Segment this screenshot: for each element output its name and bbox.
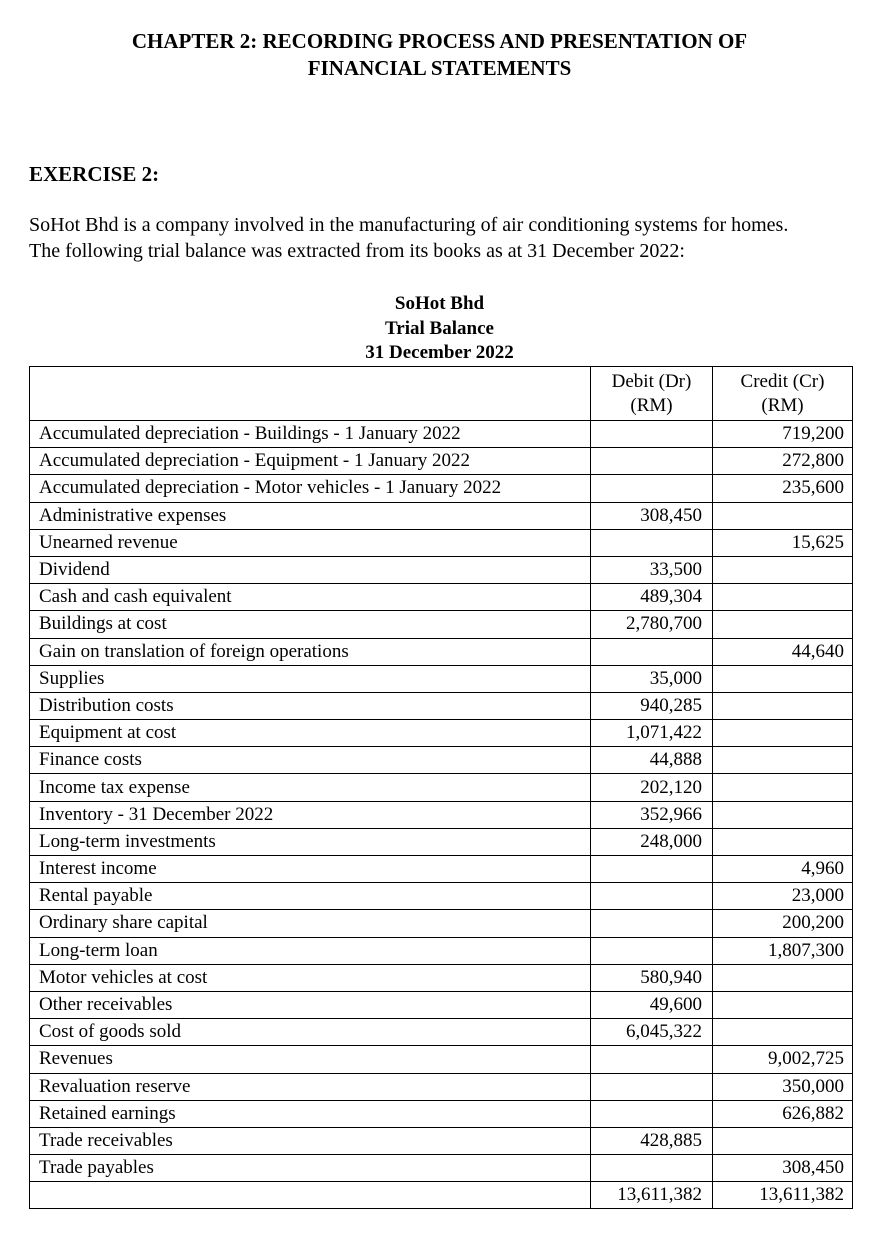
account-name-cell: Inventory - 31 December 2022 xyxy=(30,801,591,828)
table-row xyxy=(30,801,853,828)
credit-amount-cell xyxy=(713,1019,853,1046)
account-name-cell: Accumulated depreciation - Equipment - 1 January 2022 xyxy=(30,448,591,475)
table-row xyxy=(30,883,853,910)
account-name-cell: Gain on translation of foreign operations xyxy=(30,638,591,665)
header-credit-cell xyxy=(713,367,853,421)
account-name-cell: Buildings at cost xyxy=(30,611,591,638)
credit-amount-cell: 350,000 xyxy=(713,1073,853,1100)
credit-amount-cell: 235,600 xyxy=(713,475,853,502)
chapter-title-line-1: CHAPTER 2: RECORDING PROCESS AND PRESENTATION OF xyxy=(131,29,748,53)
credit-amount-cell: 44,640 xyxy=(713,638,853,665)
debit-amount-cell: 352,966 xyxy=(591,801,713,828)
account-name-cell: Cash and cash equivalent xyxy=(30,584,591,611)
table-row xyxy=(30,964,853,991)
debit-amount-cell: 248,000 xyxy=(591,828,713,855)
debit-amount-cell xyxy=(591,1046,713,1073)
debit-amount-cell xyxy=(591,883,713,910)
totals-label-cell xyxy=(30,1182,591,1209)
debit-amount-cell: 33,500 xyxy=(591,556,713,583)
account-name-cell: Administrative expenses xyxy=(30,502,591,529)
debit-amount-cell: 49,600 xyxy=(591,991,713,1018)
debit-column-label: Debit (Dr) xyxy=(611,370,692,392)
credit-amount-cell xyxy=(713,584,853,611)
intro-line-1: SoHot Bhd is a company involved in the manufacturing of air conditioning systems for homes. xyxy=(29,214,789,236)
intro-line-2: The following trial balance was extracted from its books as at 31 December 2022: xyxy=(29,240,685,262)
credit-amount-cell xyxy=(713,1127,853,1154)
debit-amount-cell: 202,120 xyxy=(591,774,713,801)
table-row xyxy=(30,774,853,801)
debit-amount-cell: 2,780,700 xyxy=(591,611,713,638)
account-name-cell: Equipment at cost xyxy=(30,720,591,747)
chapter-title xyxy=(0,28,879,82)
table-row xyxy=(30,1155,853,1182)
header-debit-cell xyxy=(591,367,713,421)
account-name-cell: Interest income xyxy=(30,856,591,883)
credit-amount-cell: 23,000 xyxy=(713,883,853,910)
credit-amount-cell: 272,800 xyxy=(713,448,853,475)
debit-amount-cell: 35,000 xyxy=(591,665,713,692)
table-row xyxy=(30,556,853,583)
account-name-cell: Other receivables xyxy=(30,991,591,1018)
credit-amount-cell: 626,882 xyxy=(713,1100,853,1127)
credit-amount-cell xyxy=(713,747,853,774)
debit-amount-cell: 940,285 xyxy=(591,692,713,719)
credit-amount-cell xyxy=(713,611,853,638)
table-row xyxy=(30,910,853,937)
credit-amount-cell: 4,960 xyxy=(713,856,853,883)
debit-amount-cell: 428,885 xyxy=(591,1127,713,1154)
table-row xyxy=(30,720,853,747)
credit-amount-cell: 15,625 xyxy=(713,529,853,556)
table-row xyxy=(30,638,853,665)
credit-amount-cell xyxy=(713,774,853,801)
debit-amount-cell xyxy=(591,475,713,502)
credit-amount-cell: 719,200 xyxy=(713,421,853,448)
credit-amount-cell: 200,200 xyxy=(713,910,853,937)
totals-row xyxy=(30,1182,853,1209)
table-row xyxy=(30,665,853,692)
table-row xyxy=(30,1019,853,1046)
account-name-cell: Trade receivables xyxy=(30,1127,591,1154)
table-row xyxy=(30,502,853,529)
table-row xyxy=(30,937,853,964)
credit-amount-cell xyxy=(713,720,853,747)
statement-title: Trial Balance xyxy=(385,317,494,339)
table-row xyxy=(30,828,853,855)
debit-amount-cell xyxy=(591,1073,713,1100)
account-name-cell: Dividend xyxy=(30,556,591,583)
table-row xyxy=(30,1046,853,1073)
debit-amount-cell xyxy=(591,1155,713,1182)
account-name-cell: Trade payables xyxy=(30,1155,591,1182)
credit-amount-cell xyxy=(713,556,853,583)
debit-amount-cell xyxy=(591,448,713,475)
table-row xyxy=(30,1100,853,1127)
table-row xyxy=(30,584,853,611)
table-row xyxy=(30,448,853,475)
table-row xyxy=(30,529,853,556)
account-name-cell: Motor vehicles at cost xyxy=(30,964,591,991)
credit-column-label: Credit (Cr) xyxy=(740,370,825,392)
credit-amount-cell: 308,450 xyxy=(713,1155,853,1182)
account-name-cell: Long-term investments xyxy=(30,828,591,855)
table-row xyxy=(30,1073,853,1100)
trial-balance-header xyxy=(0,292,879,366)
trial-balance-table xyxy=(29,366,853,1209)
account-name-cell: Revenues xyxy=(30,1046,591,1073)
table-header-row xyxy=(30,367,853,421)
debit-amount-cell: 44,888 xyxy=(591,747,713,774)
debit-amount-cell xyxy=(591,529,713,556)
account-name-cell: Ordinary share capital xyxy=(30,910,591,937)
table-row xyxy=(30,1127,853,1154)
table-row xyxy=(30,475,853,502)
table-row xyxy=(30,747,853,774)
account-name-cell: Distribution costs xyxy=(30,692,591,719)
account-name-cell: Accumulated depreciation - Motor vehicles - 1 January 2022 xyxy=(30,475,591,502)
credit-column-unit: (RM) xyxy=(761,394,804,416)
debit-column-unit: (RM) xyxy=(630,394,673,416)
debit-amount-cell xyxy=(591,856,713,883)
debit-amount-cell xyxy=(591,1100,713,1127)
debit-amount-cell: 1,071,422 xyxy=(591,720,713,747)
table-row xyxy=(30,611,853,638)
credit-amount-cell xyxy=(713,828,853,855)
debit-amount-cell xyxy=(591,421,713,448)
account-name-cell: Finance costs xyxy=(30,747,591,774)
table-row xyxy=(30,421,853,448)
company-name: SoHot Bhd xyxy=(394,293,485,314)
debit-amount-cell xyxy=(591,638,713,665)
account-name-cell: Long-term loan xyxy=(30,937,591,964)
credit-amount-cell xyxy=(713,692,853,719)
chapter-title-line-2: FINANCIAL STATEMENTS xyxy=(307,56,572,80)
exercise-intro xyxy=(29,212,859,264)
debit-amount-cell: 308,450 xyxy=(591,502,713,529)
header-description-cell xyxy=(30,367,591,421)
account-name-cell: Cost of goods sold xyxy=(30,1019,591,1046)
account-name-cell: Accumulated depreciation - Buildings - 1 January 2022 xyxy=(30,421,591,448)
debit-amount-cell: 489,304 xyxy=(591,584,713,611)
exercise-heading: EXERCISE 2: xyxy=(29,162,160,186)
account-name-cell: Unearned revenue xyxy=(30,529,591,556)
credit-amount-cell xyxy=(713,991,853,1018)
credit-amount-cell: 1,807,300 xyxy=(713,937,853,964)
total-credit-cell: 13,611,382 xyxy=(713,1182,853,1209)
debit-amount-cell: 6,045,322 xyxy=(591,1019,713,1046)
table-row xyxy=(30,991,853,1018)
statement-date: 31 December 2022 xyxy=(365,342,514,363)
credit-amount-cell: 9,002,725 xyxy=(713,1046,853,1073)
credit-amount-cell xyxy=(713,665,853,692)
debit-amount-cell xyxy=(591,937,713,964)
total-debit-cell: 13,611,382 xyxy=(591,1182,713,1209)
table-row xyxy=(30,856,853,883)
debit-amount-cell xyxy=(591,910,713,937)
account-name-cell: Income tax expense xyxy=(30,774,591,801)
account-name-cell: Supplies xyxy=(30,665,591,692)
credit-amount-cell xyxy=(713,502,853,529)
debit-amount-cell: 580,940 xyxy=(591,964,713,991)
table-row xyxy=(30,692,853,719)
account-name-cell: Rental payable xyxy=(30,883,591,910)
credit-amount-cell xyxy=(713,964,853,991)
account-name-cell: Retained earnings xyxy=(30,1100,591,1127)
credit-amount-cell xyxy=(713,801,853,828)
account-name-cell: Revaluation reserve xyxy=(30,1073,591,1100)
